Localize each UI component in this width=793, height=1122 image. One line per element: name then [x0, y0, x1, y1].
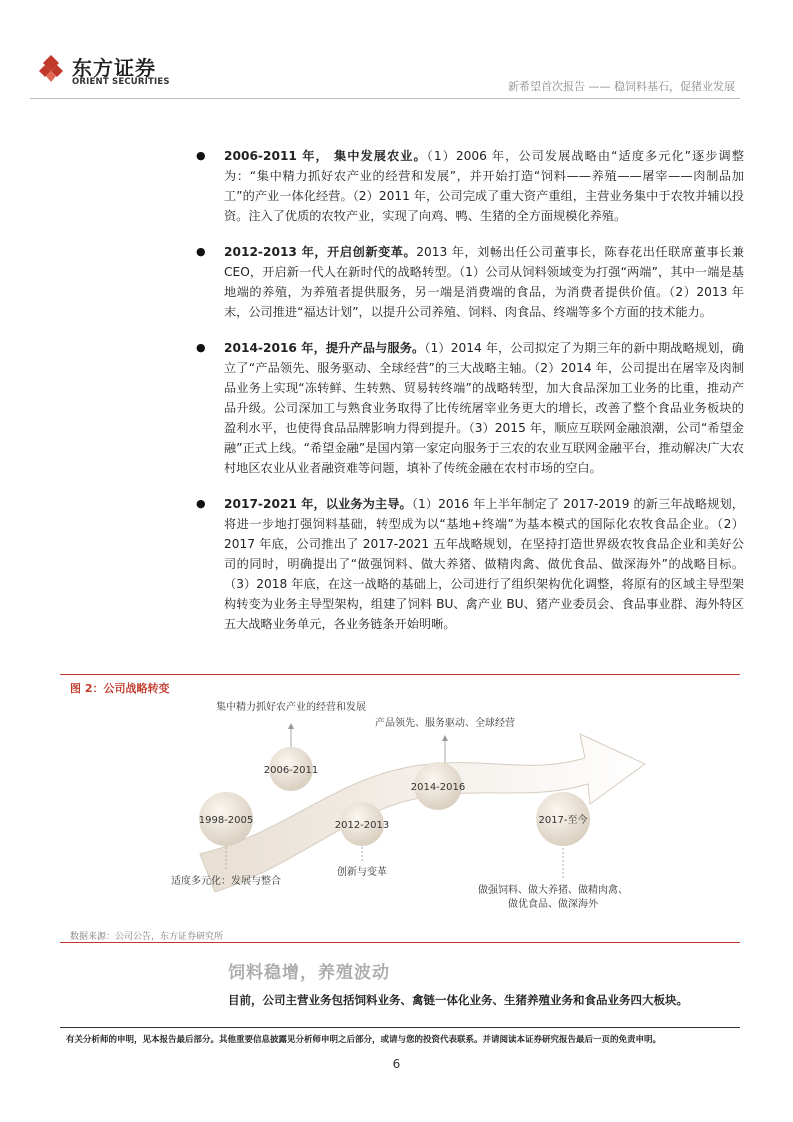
stage-label: 2014-2016 [410, 782, 466, 793]
list-item [196, 338, 744, 478]
strategy-history-list [196, 146, 744, 650]
stage-label: 2006-2011 [263, 765, 319, 776]
brand-logo-icon [36, 54, 66, 84]
annotation-2006: 集中精力抓好农产业的经营和发展 [216, 702, 366, 713]
bullet-icon: ● [196, 497, 206, 510]
disclaimer: 有关分析师的申明，见本报告最后部分。其他重要信息披露见分析师申明之后部分，或请与您的投资代表联系。并请阅读本证券研究报告最后一页的免责申明。 [66, 1035, 662, 1045]
bullet-icon: ● [196, 149, 206, 162]
bullet-icon: ● [196, 245, 206, 258]
list-item [196, 494, 744, 634]
stage-label: 1998-2005 [198, 815, 254, 826]
annotation-2017-line1: 做强饲料、做大养猪、做精肉禽、 [478, 885, 628, 896]
section-title: 饲料稳增，养殖波动 [228, 963, 390, 983]
footer-divider [60, 1027, 740, 1028]
bullet-body: （1）2016 年上半年制定了 2017-2019 的新三年战略规划，将进一步地打强饲料基础，转型成为以“基地+终端”为基本模式的国际化农牧食品企业。（2）2017 年底，公司推出了 2017-2021 五年战略规划，在坚持打造世界级农牧食品企业和美好公司的同时，明确提出了“做强饲料、做大养猪、做精肉禽、做优食品、做深海外”的战略目标。（3）2018 年底，在这一战略的基础上，公司进行了组织架构优化调整，将原有的区域主导型架构转变为业务主导型架构，组建了饲料 BU、禽产业 BU、猪产业委员会、食品事业群、海外特区五大战略业务单元，各业务链条开始明晰。 [224, 497, 744, 631]
annotation-2012: 创新与变革 [337, 867, 387, 878]
list-item [196, 146, 744, 226]
brand-name-cn: 东方证券 [72, 56, 156, 80]
list-item [196, 242, 744, 322]
bullet-body: 2013 年，刘畅出任公司董事长，陈春花出任联席董事长兼CEO，开启新一代人在新时代的战略转型。（1）公司从饲料领域变为打强“两端”，其中一端是基地端的养殖，为养殖者提供服务，另一端是消费端的食品，为消费者提供价值。（2）2013 年末，公司推进“福达计划”，以提升公司养殖、饲料、肉食品、终端等多个方面的技术能力。 [224, 245, 744, 319]
bullet-title: 2012-2013 年，开启创新变革。 [224, 245, 417, 259]
stage-label: 2012-2013 [334, 820, 390, 831]
stage-label: 2017-至今 [538, 815, 588, 826]
annotation-2017-line2: 做优食品、做深海外 [508, 899, 598, 910]
header-divider [30, 98, 740, 99]
bullet-body: （1）2006 年，公司发展战略由“适度多元化”逐步调整为：“集中精力抓好农产业的经营和发展”，并开始打造“饲料——养殖——屠宰——肉制品加工”的产业一体化经营。（2）2011 年，公司完成了重大资产重组，主营业务集中于农牧并辅以投资。注入了优质的农牧产业，实现了向鸡、鸭、生猪的全方面规模化养殖。 [224, 149, 744, 223]
bullet-title: 2006-2011 年， 集中发展农业。 [224, 149, 427, 163]
figure-top-rule [60, 674, 740, 675]
report-title: 新希望首次报告 —— 稳饲料基石，促猪业发展 [508, 80, 735, 93]
strategy-timeline-diagram [60, 692, 740, 924]
figure-caption: 图 2：公司战略转变 [70, 682, 170, 695]
bullet-title: 2014-2016 年，提升产品与服务。 [224, 341, 425, 355]
brand-name-en: ORIENT SECURITIES [72, 77, 170, 87]
annotation-1998: 适度多元化：发展与整合 [171, 876, 281, 887]
figure-bottom-rule [60, 942, 740, 943]
section-summary: 目前，公司主营业务包括饲料业务、禽链一体化业务、生猪养殖业务和食品业务四大板块。 [228, 993, 688, 1007]
bullet-title: 2017-2021 年，以业务为主导。 [224, 497, 412, 511]
bullet-body: （1）2014 年，公司拟定了为期三年的新中期战略规划，确立了“产品领先、服务驱动、全球经营”的三大战略主轴。（2）2014 年，公司提出在屠宰及肉制品业务上实现“冻转鲜、生转熟、贸易转终端”的战略转型，加大食品深加工业务的比重，推动产品升级。公司深加工与熟食业务取得了比传统屠宰业务更大的增长，改善了整个食品业务板块的盈利水平，也使得食品品牌影响力得到提升。（3）2015 年，顺应互联网金融浪潮，公司“希望金融”正式上线。“希望金融”是国内第一家定向服务于三农的农业互联网金融平台，推动解决广大农村地区农业从业者融资难等问题，填补了传统金融在农村市场的空白。 [224, 341, 744, 475]
bullet-icon: ● [196, 341, 206, 354]
figure-source: 数据来源：公司公告，东方证券研究所 [70, 932, 224, 942]
annotation-2014: 产品领先、服务驱动、全球经营 [375, 718, 515, 729]
page-number: 6 [392, 1057, 401, 1071]
